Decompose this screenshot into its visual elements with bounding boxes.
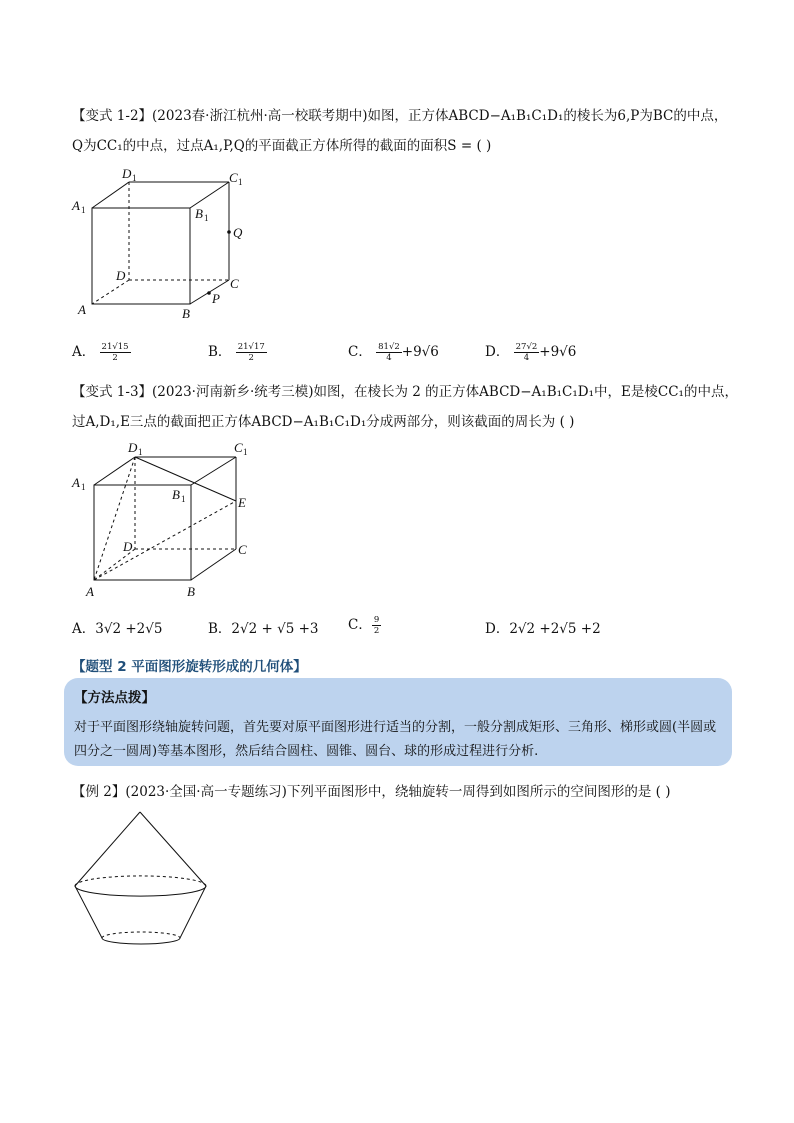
label-a: A: [78, 302, 86, 317]
q12-option-b[interactable]: B． $\frac{21√17}{2}$: [208, 342, 265, 363]
q12-option-d[interactable]: D． $\frac{27√2}{4}$ +9√6: [485, 342, 577, 363]
fraction: $\frac{21√15}{2}$: [101, 342, 129, 363]
ex2-line1: 【例 2】(2023·全国·高一专题练习)下列平面图形中，绕轴旋转一周得到如图所示的空间图形的是 ( ): [72, 784, 671, 800]
q13-line1: 【变式 1-3】(2023·河南新乡·统考三模)如图，在棱长为 2 的正方体ABCD−A₁B₁C₁D₁中，E是棱CC₁的中点，: [72, 384, 738, 400]
label-d1: D: [122, 166, 132, 181]
label-c1: C: [234, 440, 243, 455]
label-d: D: [116, 268, 126, 283]
label-e: E: [238, 495, 246, 510]
q13-option-b[interactable]: B．2√2 + √5 +3: [208, 621, 319, 637]
solid-figure: [70, 808, 215, 948]
q13-option-a[interactable]: A．3√2 +2√5: [72, 621, 163, 637]
cube-figure-1: [70, 160, 260, 325]
label-a: A: [86, 584, 94, 599]
q12-line1: 【变式 1-2】(2023春·浙江杭州·高一校联考期中)如图，正方体ABCD−A₁B₁C₁D₁的棱长为6,P为BC的中点，: [72, 108, 728, 124]
fraction: $\frac{9}{2}$: [373, 615, 380, 636]
q12-option-c[interactable]: C． $\frac{81√2}{4}$ +9√6: [348, 342, 439, 363]
label-a1: A: [72, 475, 80, 490]
label-d1: D: [128, 440, 138, 455]
svg-text:1: 1: [138, 447, 143, 457]
q13-line2: 过A,D₁,E三点的截面把正方体ABCD−A₁B₁C₁D₁分成两部分，则该截面的周长为 ( ): [72, 414, 575, 430]
q12-option-a[interactable]: A． $\frac{21√15}{2}$: [72, 342, 129, 363]
svg-text:1: 1: [238, 177, 243, 187]
method-box: [64, 678, 732, 766]
label-d: D: [123, 539, 133, 554]
method-heading: 【方法点拨】: [74, 690, 155, 706]
label-b1: B: [172, 487, 180, 502]
label-c: C: [238, 542, 247, 557]
label-q: Q: [233, 225, 243, 240]
svg-text:1: 1: [181, 494, 186, 504]
q13-option-c[interactable]: C． $\frac{9}{2}$: [348, 615, 380, 636]
q13-option-d[interactable]: D．2√2 +2√5 +2: [485, 621, 601, 637]
method-text: 对于平面图形绕轴旋转问题，首先要对原平面图形进行适当的分割，一般分割成矩形、三角形、梯形或圆(半圆或四分之一圆周)等基本图形，然后结合圆柱、圆锥、圆台、球的形成过程进行分析.: [74, 720, 717, 759]
label-p: P: [212, 291, 220, 306]
q12-line2: Q为CC₁的中点，过点A₁,P,Q的平面截正方体所得的截面的面积S = ( ): [72, 138, 492, 154]
svg-text:1: 1: [204, 213, 209, 223]
cube-figure-2: [70, 435, 260, 603]
label-b: B: [187, 584, 195, 599]
svg-text:1: 1: [132, 173, 137, 183]
label-c1: C: [229, 170, 238, 185]
section-title: 【题型 2 平面图形旋转形成的几何体】: [72, 659, 307, 675]
fraction: $\frac{81√2}{4}$: [378, 342, 400, 363]
svg-text:1: 1: [243, 447, 248, 457]
label-a1: A: [72, 198, 80, 213]
svg-text:1: 1: [81, 482, 86, 492]
fraction: $\frac{21√17}{2}$: [237, 342, 265, 363]
svg-text:1: 1: [81, 205, 86, 215]
label-c: C: [230, 276, 239, 291]
fraction: $\frac{27√2}{4}$: [515, 342, 538, 363]
label-b: B: [182, 306, 190, 321]
label-b1: B: [195, 206, 203, 221]
